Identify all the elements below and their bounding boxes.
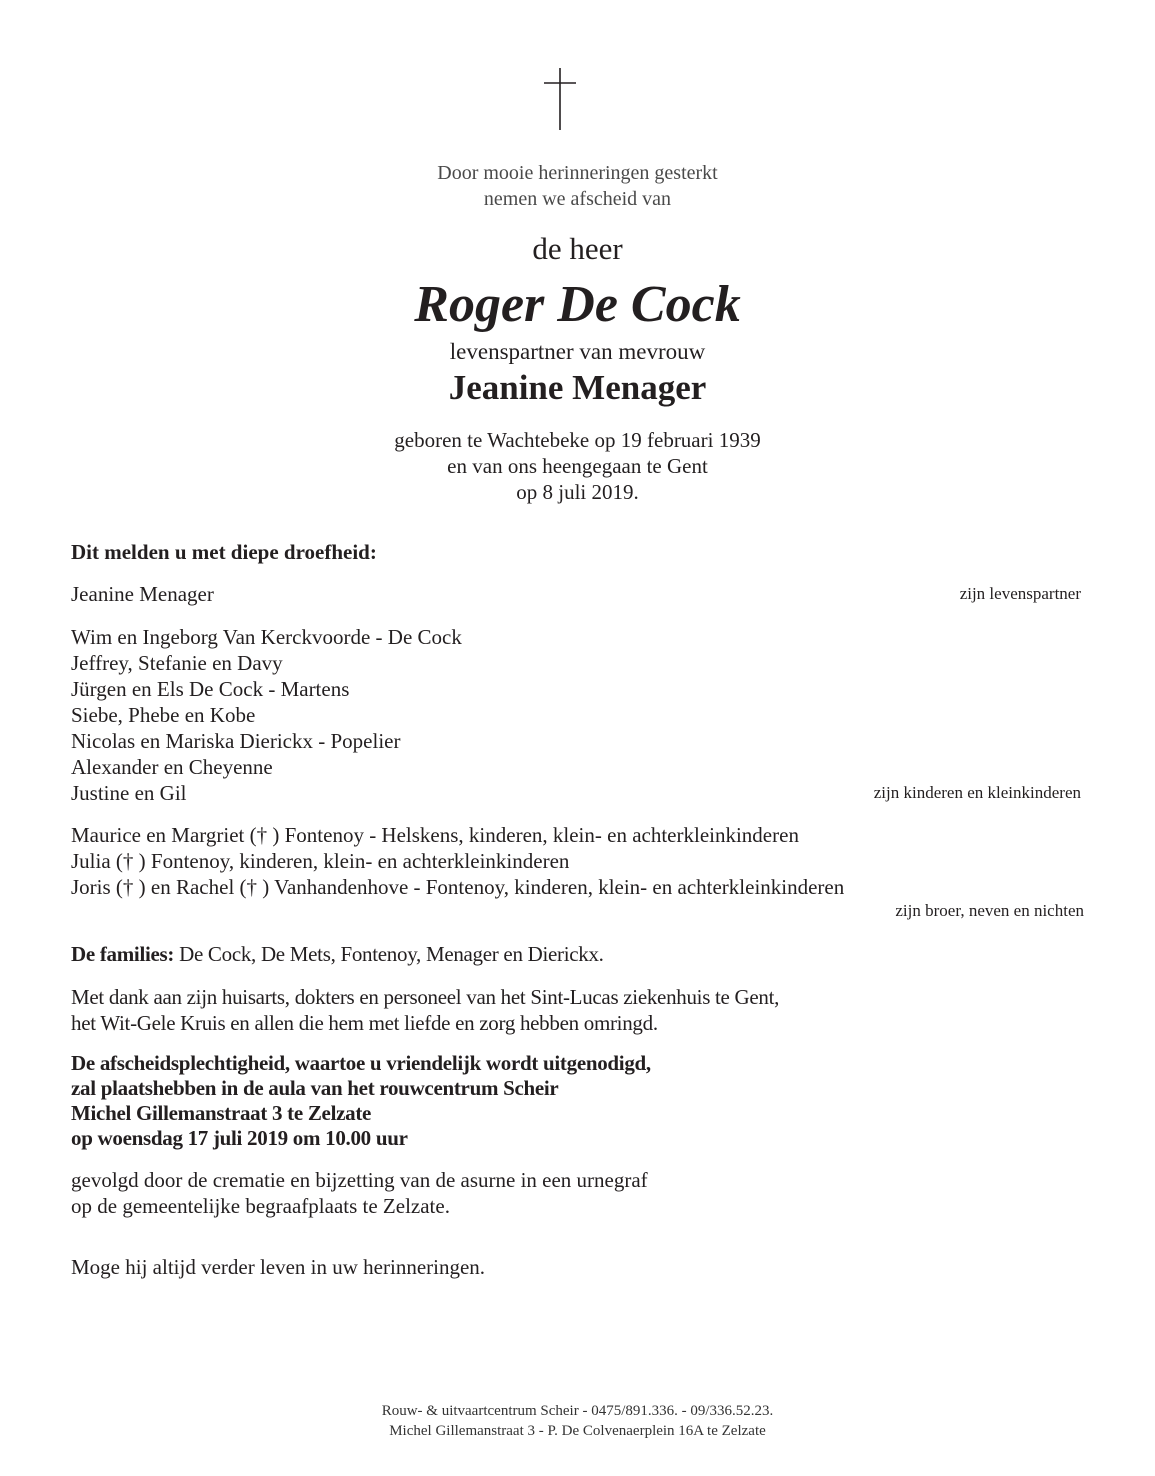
list-item: Jeffrey, Stefanie en Davy bbox=[71, 651, 283, 675]
thanks-line-1: Met dank aan zijn huisarts, dokters en personeel van het Sint-Lucas ziekenhuis te Gent, bbox=[71, 985, 780, 1009]
dates-line-1: geboren te Wachtebeke op 19 februari 1939 bbox=[394, 428, 761, 452]
dates-line-3: op 8 juli 2019. bbox=[516, 480, 639, 504]
list-item: Jürgen en Els De Cock - Martens bbox=[71, 677, 350, 701]
cremation-line-2: op de gemeentelijke begraafplaats te Zelzate. bbox=[71, 1194, 450, 1218]
footer-contact bbox=[0, 1401, 1155, 1441]
closing-text: Moge hij altijd verder leven in uw herinneringen. bbox=[71, 1255, 486, 1279]
intro-line-2: nemen we afscheid van bbox=[483, 188, 672, 210]
list-item: Maurice en Margriet († ) Fontenoy - Helskens, kinderen, klein- en achterkleinkinderen bbox=[71, 823, 799, 847]
thanks-text bbox=[71, 984, 779, 1036]
deceased-name: Roger De Cock bbox=[414, 276, 741, 333]
cremation-text bbox=[71, 1167, 648, 1219]
children-label: zijn kinderen en kleinkinderen bbox=[873, 783, 1081, 802]
ceremony-line-3: Michel Gillemanstraat 3 te Zelzate bbox=[71, 1101, 372, 1125]
partner-relation: levenspartner van mevrouw bbox=[449, 339, 706, 364]
ceremony-line-4: op woensdag 17 juli 2019 om 10.00 uur bbox=[71, 1126, 408, 1150]
ceremony-details bbox=[71, 1051, 651, 1151]
siblings-label: zijn broer, neven en nichten bbox=[895, 901, 1084, 920]
footer-line-1: Rouw- & uitvaartcentrum Scheir - 0475/891.336. - 09/336.52.23. bbox=[381, 1403, 774, 1419]
list-item: Julia († ) Fontenoy, kinderen, klein- en achterkleinkinderen bbox=[71, 849, 570, 873]
list-item: Alexander en Cheyenne bbox=[71, 755, 273, 779]
children-list bbox=[71, 624, 462, 806]
dates-line-2: en van ons heengegaan te Gent bbox=[447, 454, 708, 478]
list-item: Wim en Ingeborg Van Kerckvoorde - De Cock bbox=[71, 625, 462, 649]
honorific: de heer bbox=[532, 231, 623, 266]
cross-icon bbox=[0, 68, 1125, 132]
ceremony-line-2: zal plaatshebben in de aula van het rouwcentrum Scheir bbox=[71, 1076, 559, 1100]
families-text: De Cock, De Mets, Fontenoy, Menager en Dierickx. bbox=[174, 942, 604, 966]
partner-name: Jeanine Menager bbox=[448, 368, 707, 407]
thanks-line-2: het Wit-Gele Kruis en allen die hem met liefde en zorg hebben omringd. bbox=[71, 1011, 658, 1035]
cremation-line-1: gevolgd door de crematie en bijzetting van de asurne in een urnegraf bbox=[71, 1168, 648, 1192]
footer-line-2: Michel Gillemanstraat 3 - P. De Colvenaerplein 16A te Zelzate bbox=[389, 1423, 766, 1439]
family-partner-name: Jeanine Menager bbox=[71, 582, 214, 606]
list-item: Joris († ) en Rachel († ) Vanhandenhove - Fontenoy, kinderen, klein- en achterkleinkinderen bbox=[71, 875, 845, 899]
families-line bbox=[71, 941, 604, 967]
intro-line-1: Door mooie herinneringen gesterkt bbox=[437, 162, 718, 184]
list-item: Nicolas en Mariska Dierickx - Popelier bbox=[71, 729, 401, 753]
intro-text bbox=[0, 160, 1155, 212]
cross-svg bbox=[543, 68, 583, 132]
ceremony-line-1: De afscheidsplechtigheid, waartoe u vriendelijk wordt uitgenodigd, bbox=[71, 1051, 651, 1075]
birth-death-dates bbox=[0, 427, 1155, 505]
list-item: Justine en Gil bbox=[71, 781, 187, 805]
families-label: De families: bbox=[71, 942, 175, 966]
family-partner-label: zijn levenspartner bbox=[959, 584, 1081, 603]
announcement-heading: Dit melden u met diepe droefheid: bbox=[71, 540, 377, 564]
siblings-list bbox=[71, 822, 844, 900]
list-item: Siebe, Phebe en Kobe bbox=[71, 703, 256, 727]
